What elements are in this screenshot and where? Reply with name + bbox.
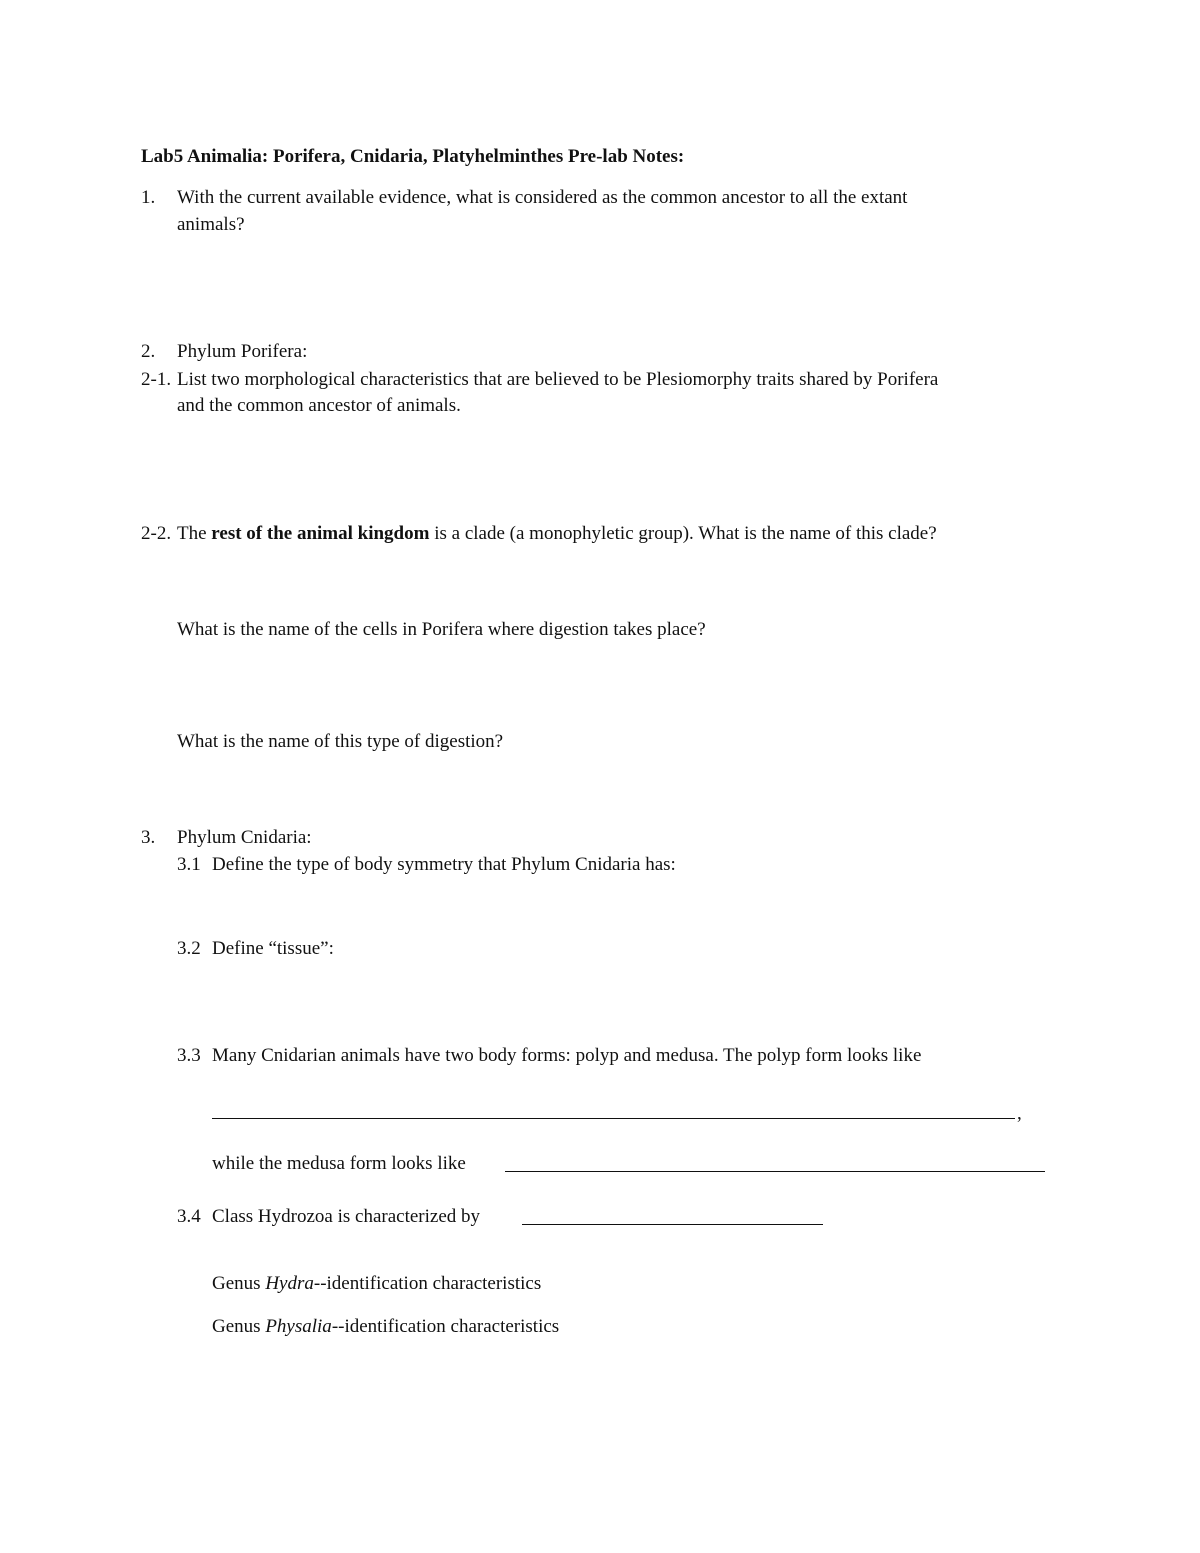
q2-2-text [177, 524, 937, 543]
hydra-genus: Hydra [265, 1273, 314, 1294]
q2-1-text-line1: List two morphological characteristics that are believed to be Plesiomorphy traits shared by Porifera [177, 369, 939, 390]
q2-2-text-post: is a clade (a monophyletic group). What is the name of this clade? [429, 523, 937, 544]
genus-physalia-line [212, 1317, 559, 1336]
q3-3-text: Many Cnidarian animals have two body forms: polyp and medusa. The polyp form looks like [212, 1045, 922, 1066]
hydra-pre: Genus [212, 1273, 266, 1294]
hydrozoa-answer-line[interactable] [522, 1224, 823, 1225]
physalia-genus: Physalia [265, 1316, 332, 1337]
genus-hydra-line [212, 1274, 541, 1293]
q3-number: 3. [141, 827, 156, 848]
medusa-prompt: while the medusa form looks like [212, 1153, 466, 1174]
q3-1-number: 3.1 [177, 854, 201, 875]
q2-1-text-line2: and the common ancestor of animals. [177, 395, 461, 416]
q3-3-number: 3.3 [177, 1045, 201, 1066]
q3-2-number: 3.2 [177, 938, 201, 959]
hydra-post: --identification characteristics [313, 1273, 542, 1294]
porifera-cells-question: What is the name of the cells in Porifera where digestion takes place? [177, 619, 706, 640]
digestion-type-question: What is the name of this type of digestion? [177, 731, 504, 752]
q3-1-text: Define the type of body symmetry that Phylum Cnidaria has: [212, 854, 676, 875]
page-title: Lab5 Animalia: Porifera, Cnidaria, Platyhelminthes Pre-lab Notes: [141, 146, 685, 167]
polyp-answer-comma: , [1017, 1103, 1022, 1124]
q2-heading: Phylum Porifera: [177, 341, 308, 362]
q2-2-number: 2-2. [141, 523, 172, 544]
medusa-answer-line[interactable] [505, 1171, 1045, 1172]
q3-2-text: Define “tissue”: [212, 938, 334, 959]
q1-text-line2: animals? [177, 214, 245, 235]
q2-2-text-pre: The [177, 523, 212, 544]
q1-number: 1. [141, 187, 156, 208]
q3-4-number: 3.4 [177, 1206, 201, 1227]
q3-4-text: Class Hydrozoa is characterized by [212, 1206, 481, 1227]
q3-heading: Phylum Cnidaria: [177, 827, 312, 848]
physalia-post: --identification characteristics [331, 1316, 560, 1337]
physalia-pre: Genus [212, 1316, 266, 1337]
q2-number: 2. [141, 341, 156, 362]
q2-2-text-bold: rest of the animal kingdom [211, 523, 430, 544]
q2-1-number: 2-1. [141, 369, 172, 390]
q1-text-line1: With the current available evidence, what is considered as the common ancestor to all the extant [177, 187, 908, 208]
polyp-answer-line[interactable] [212, 1118, 1015, 1119]
